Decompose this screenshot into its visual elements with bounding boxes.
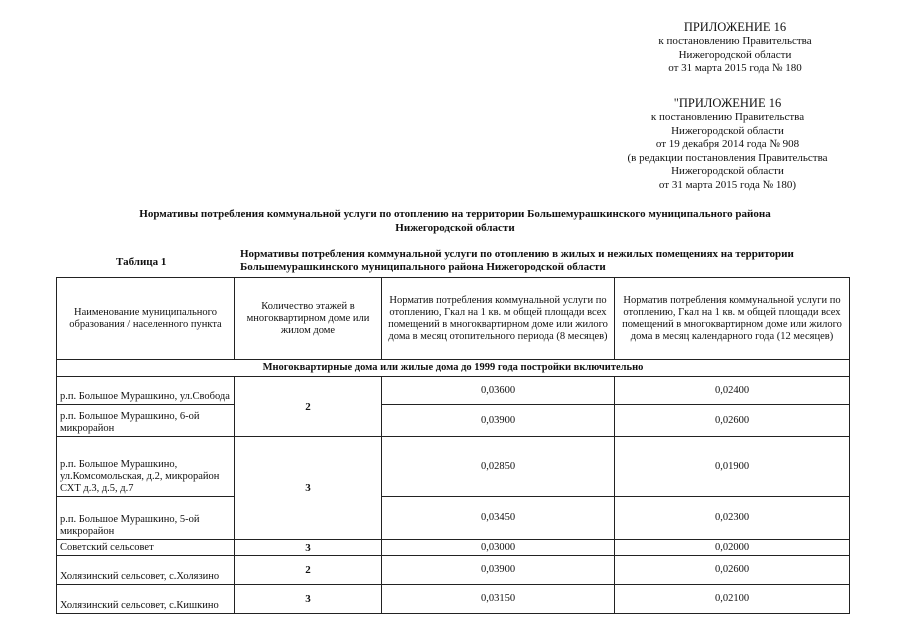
cell-floors: 3: [235, 540, 382, 556]
cell-name: р.п. Большое Мурашкино, 6-ой микрорайон: [57, 405, 235, 437]
cell-norm-period: 0,03600: [382, 377, 615, 405]
cell-norm-year: 0,02300: [615, 497, 850, 540]
cell-norm-period: 0,03150: [382, 585, 615, 614]
appendix-line: от 31 марта 2015 года № 180): [658, 178, 797, 191]
appendix-line: к постановлению Правительства: [658, 35, 812, 47]
header-norm-year: Норматив потребления коммунальной услуги по отоплению, Гкал на 1 кв. м общей площади всех помещений в многоквартирном доме или жилого дома в месяц календарного года (12 месяцев): [615, 278, 850, 360]
table-row: [57, 405, 850, 437]
appendix-line: от 19 декабря 2014 года № 908: [655, 138, 800, 150]
appendix-title: "ПРИЛОЖЕНИЕ 16: [673, 96, 782, 110]
cell-norm-period: 0,02850: [382, 437, 615, 497]
document-title-line: Нижегородской области: [395, 222, 515, 234]
cell-floors: 2: [235, 377, 382, 437]
norms-table: [56, 277, 850, 614]
table-row: [57, 540, 850, 556]
table-header-row: [57, 278, 850, 360]
appendix-line: к постановлению Правительства: [650, 111, 805, 123]
cell-norm-year: 0,02100: [615, 585, 850, 614]
appendix-original-block: [605, 96, 850, 192]
table-row: [57, 377, 850, 405]
cell-norm-period: 0,03900: [382, 405, 615, 437]
appendix-line: Нижегородской области: [678, 48, 792, 61]
cell-norm-year: 0,02600: [615, 405, 850, 437]
header-name: Наименование муниципального образования / населенного пункта: [57, 278, 235, 360]
header-floors: Количество этажей в многоквартирном доме или жилом доме: [235, 278, 382, 360]
cell-name: Советский сельсовет: [57, 540, 235, 556]
appendix-line: от 31 марта 2015 года № 180: [668, 62, 802, 74]
cell-name: р.п. Большое Мурашкино, ул.Свобода: [57, 377, 235, 405]
document-title-line: Нормативы потребления коммунальной услуги по отоплению на территории Большемурашкинского муниципального района: [139, 208, 771, 220]
table-row: [57, 585, 850, 614]
table-row: [57, 437, 850, 497]
header-norm-period: Норматив потребления коммунальной услуги по отоплению, Гкал на 1 кв. м общей площади всех помещений в многоквартирном доме или жилого дома в месяц отопительного периода (8 месяцев): [382, 278, 615, 360]
table-label: Таблица 1: [116, 256, 167, 268]
cell-name: Холязинский сельсовет, с.Холязино: [57, 556, 235, 585]
appendix-line: Нижегородской области: [671, 165, 784, 177]
section-row: [57, 360, 850, 377]
appendix-current-block: [640, 20, 830, 76]
appendix-title: ПРИЛОЖЕНИЕ 16: [683, 20, 787, 34]
table-caption: Нормативы потребления коммунальной услуги по отоплению в жилых и нежилых помещениях на территории Большемурашкинского муниципального района Нижегородской области: [240, 248, 794, 273]
cell-name: р.п. Большое Мурашкино, 5-ой микрорайон: [57, 497, 235, 540]
cell-floors: 3: [235, 585, 382, 614]
cell-norm-year: 0,02600: [615, 556, 850, 585]
cell-norm-period: 0,03000: [382, 540, 615, 556]
cell-norm-year: 0,02400: [615, 377, 850, 405]
cell-norm-year: 0,02000: [615, 540, 850, 556]
cell-floors: 2: [235, 556, 382, 585]
appendix-line: Нижегородской области: [671, 124, 784, 137]
table-row: [57, 497, 850, 540]
document-title: [60, 207, 850, 235]
cell-name: р.п. Большое Мурашкино, ул.Комсомольская, д.2, микрорайон СХТ д.3, д.5, д.7: [57, 437, 235, 497]
cell-name: Холязинский сельсовет, с.Кишкино: [57, 585, 235, 614]
cell-norm-period: 0,03900: [382, 556, 615, 585]
table-row: [57, 556, 850, 585]
appendix-line: (в редакции постановления Правительства: [627, 151, 828, 164]
cell-floors: 3: [235, 437, 382, 540]
cell-norm-period: 0,03450: [382, 497, 615, 540]
cell-norm-year: 0,01900: [615, 437, 850, 497]
section-heading: Многоквартирные дома или жилые дома до 1999 года постройки включительно: [57, 360, 850, 377]
